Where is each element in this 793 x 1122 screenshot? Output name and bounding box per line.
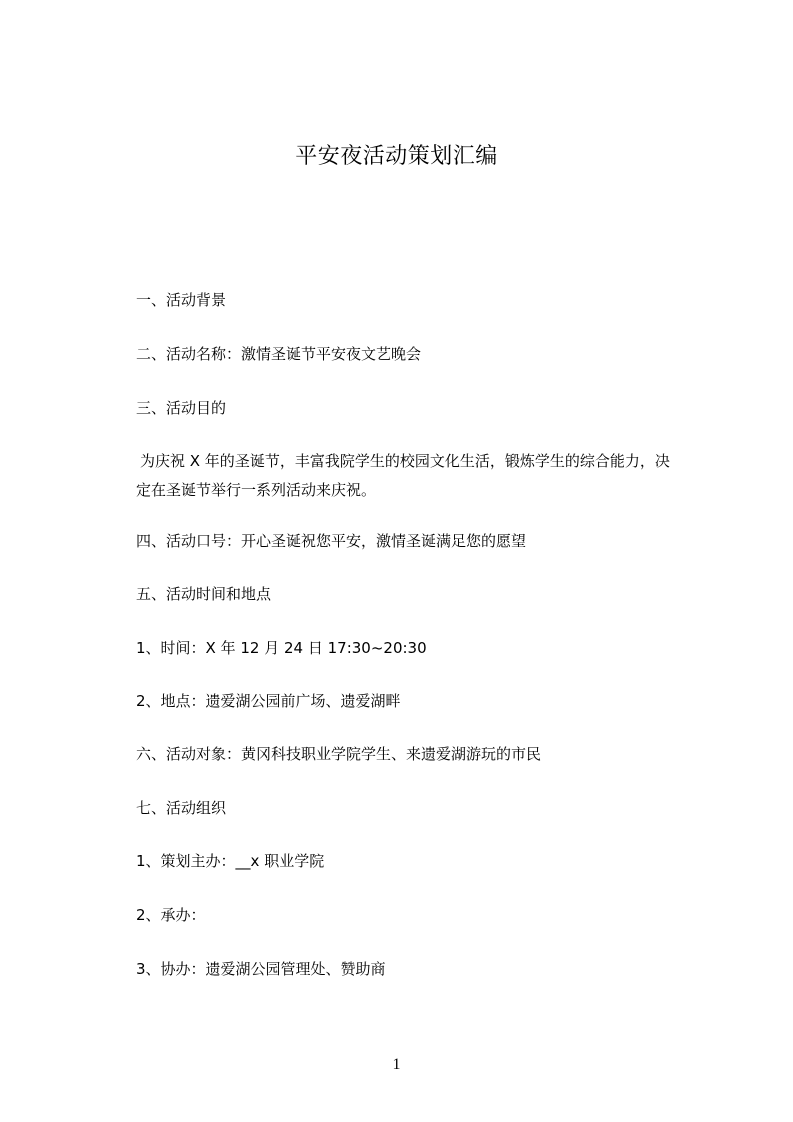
section-heading-slogan: 四、活动口号：开心圣诞祝您平安，激情圣诞满足您的愿望 [136,532,527,550]
undertaker-item: 2、承办： [136,906,206,924]
purpose-paragraph [136,447,716,505]
document-title: 平安夜活动策划汇编 [295,144,498,169]
page-number: 1 [392,1056,401,1073]
section-heading-name: 二、活动名称：激情圣诞节平安夜文艺晚会 [136,345,422,363]
place-item: 2、地点：遗爱湖公园前广场、遗爱湖畔 [136,692,401,710]
time-item: 1、时间：X 年 12 月 24 日 17:30~20:30 [136,639,427,657]
section-heading-audience: 六、活动对象：黄冈科技职业学院学生、来遗爱湖游玩的市民 [136,745,542,763]
organizer-item: 1、策划主办：__x 职业学院 [136,852,325,870]
purpose-paragraph-line-1: 为庆祝 X 年的圣诞节，丰富我院学生的校园文化生活，锻炼学生的综合能力，决 [140,452,670,470]
section-heading-time-place: 五、活动时间和地点 [136,585,272,603]
section-heading-organization: 七、活动组织 [136,799,227,817]
section-heading-background: 一、活动背景 [136,291,227,309]
co-organizer-item: 3、协办：遗爱湖公园管理处、赞助商 [136,960,386,978]
section-heading-purpose: 三、活动目的 [136,399,227,417]
purpose-paragraph-line-2: 定在圣诞节举行一系列活动来庆祝。 [136,481,377,499]
